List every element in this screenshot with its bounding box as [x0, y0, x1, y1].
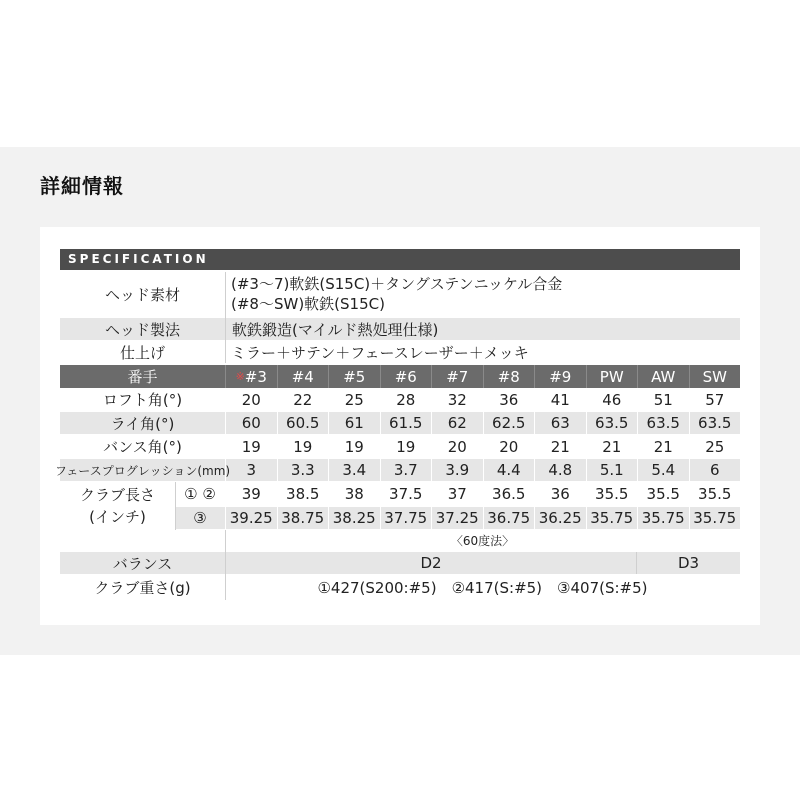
club_length-values2-cell: 39.25 [225, 507, 277, 529]
bounce-label: バンス角(°) [103, 438, 182, 456]
finish-label: 仕上げ [119, 343, 165, 362]
divider-line [225, 530, 226, 600]
row-lie [60, 412, 740, 434]
club_length-values1-cell: 39 [225, 482, 277, 506]
balance-value-d2: D2 [225, 552, 636, 574]
row-numbers [60, 365, 740, 388]
number-cell [380, 365, 432, 388]
club_length-values2-cell: 35.75 [586, 507, 638, 529]
number-cell [637, 365, 689, 388]
lie-cell: 63.5 [637, 412, 689, 434]
lie-cell: 60.5 [277, 412, 329, 434]
head-material-line2: (#8〜SW)軟鉄(S15C) [231, 295, 385, 313]
progression-cell: 3 [225, 459, 277, 481]
bounce-cell: 20 [483, 435, 535, 458]
progression-cell: 3.3 [277, 459, 329, 481]
section-title: 詳細情報 [40, 174, 124, 198]
number-cell [328, 365, 380, 388]
balance-label: バランス [112, 554, 173, 573]
lie-cell: 61 [328, 412, 380, 434]
club_length-values2-cell: 36.25 [534, 507, 586, 529]
club-length-sub2: ③ [193, 509, 207, 527]
club_length-values1-cell: 36 [534, 482, 586, 506]
club_length-values2-cell: 35.75 [689, 507, 741, 529]
number-label: #8 [497, 367, 520, 386]
row-club-length-2 [175, 507, 740, 529]
number-cell [483, 365, 535, 388]
club_length-values2-cell: 36.75 [483, 507, 535, 529]
club_length-values1-cell: 37 [431, 482, 483, 506]
spec-header: SPECIFICATION [60, 249, 740, 270]
loft-cell: 32 [431, 388, 483, 411]
loft-cell: 25 [328, 388, 380, 411]
head-material-value [225, 272, 740, 316]
progression-cell: 4.8 [534, 459, 586, 481]
numbers-label: 番手 [127, 368, 158, 386]
number-cell [689, 365, 741, 388]
bounce-cell: 19 [380, 435, 432, 458]
number-cell [431, 365, 483, 388]
progression-cell: 5.1 [586, 459, 638, 481]
progression-label: フェースプログレッション(mm) [54, 463, 231, 478]
row-bounce [60, 435, 740, 458]
bounce-cell: 19 [328, 435, 380, 458]
lie-cell: 63 [534, 412, 586, 434]
head-method-label: ヘッド製法 [104, 320, 180, 339]
bounce-cell: 20 [431, 435, 483, 458]
row-note [60, 530, 740, 550]
loft-cell: 41 [534, 388, 586, 411]
bounce-cell: 21 [586, 435, 638, 458]
progression-cell: 3.7 [380, 459, 432, 481]
number-label: #5 [343, 367, 366, 386]
loft-cell: 57 [689, 388, 741, 411]
loft-cell: 51 [637, 388, 689, 411]
progression-cell: 5.4 [637, 459, 689, 481]
lie-label: ライ角(°) [110, 414, 175, 433]
number-cell [225, 365, 277, 388]
weight-value: ①427(S200:#5) ②417(S:#5) ③407(S:#5) [317, 579, 648, 597]
number-cell [277, 365, 329, 388]
head-material-label: ヘッド素材 [104, 285, 180, 304]
club_length-values2-cell: 38.25 [328, 507, 380, 529]
number-label: #4 [291, 367, 314, 386]
club_length-values1-cell: 37.5 [380, 482, 432, 506]
head-method-value: 軟鉄鍛造(マイルド熱処理仕様) [225, 318, 740, 340]
lie-cell: 62 [431, 412, 483, 434]
loft-cell: 22 [277, 388, 329, 411]
row-loft [60, 388, 740, 411]
row-head-method [60, 318, 740, 340]
club_length-values2-cell: 37.75 [380, 507, 432, 529]
club_length-values1-cell: 38.5 [277, 482, 329, 506]
number-label: PW [599, 367, 624, 386]
number-label: #6 [394, 367, 417, 386]
bounce-cell: 25 [689, 435, 741, 458]
club_length-values2-cell: 38.75 [277, 507, 329, 529]
club_length-values2-cell: 35.75 [637, 507, 689, 529]
progression-cell: 3.4 [328, 459, 380, 481]
row-finish [60, 341, 740, 363]
lie-cell: 63.5 [586, 412, 638, 434]
progression-cell: 6 [689, 459, 741, 481]
club_length-values1-cell: 36.5 [483, 482, 535, 506]
divider-line [175, 482, 176, 530]
note-mark: ※ [235, 370, 245, 383]
number-cell [586, 365, 638, 388]
number-label: #9 [549, 367, 572, 386]
number-label: AW [651, 367, 676, 386]
club_length-values1-cell: 35.5 [586, 482, 638, 506]
bounce-cell: 21 [637, 435, 689, 458]
progression-cell: 3.9 [431, 459, 483, 481]
lie-cell: 60 [225, 412, 277, 434]
bounce-cell: 21 [534, 435, 586, 458]
club-length-sub1: ① ② [184, 485, 216, 503]
lie-cell: 62.5 [483, 412, 535, 434]
divider-line [225, 272, 226, 363]
club_length-values1-cell: 35.5 [689, 482, 741, 506]
number-label: #3 [244, 367, 267, 386]
bounce-cell: 19 [277, 435, 329, 458]
bounce-cell: 19 [225, 435, 277, 458]
club-length-label-line2: (インチ) [89, 508, 146, 526]
loft-cell: 36 [483, 388, 535, 411]
loft-cell: 20 [225, 388, 277, 411]
progression-cell: 4.4 [483, 459, 535, 481]
number-cell [534, 365, 586, 388]
weight-label: クラブ重さ(g) [94, 579, 191, 597]
loft-label: ロフト角(°) [102, 391, 183, 409]
row-head-material [60, 272, 740, 316]
loft-cell: 46 [586, 388, 638, 411]
lie-cell: 61.5 [380, 412, 432, 434]
loft-cell: 28 [380, 388, 432, 411]
club_length-values1-cell: 35.5 [637, 482, 689, 506]
row-balance [60, 552, 740, 574]
lie-cell: 63.5 [689, 412, 741, 434]
row-weight [60, 576, 740, 599]
finish-value: ミラー＋サテン＋フェースレーザー＋メッキ [231, 343, 529, 362]
length-note: 〈60度法〉 [450, 533, 515, 548]
row-club-length-1 [60, 482, 740, 506]
balance-value-d3: D3 [636, 552, 740, 574]
row-progression [54, 459, 740, 481]
club-length-label-line1: クラブ長さ [79, 486, 155, 504]
head-material-line1: (#3〜7)軟鉄(S15C)＋タングステンニッケル合金 [231, 275, 563, 293]
number-label: #7 [446, 367, 469, 386]
club_length-values2-cell: 37.25 [431, 507, 483, 529]
number-label: SW [702, 367, 727, 386]
club_length-values1-cell: 38 [328, 482, 380, 506]
divider-line [636, 552, 637, 574]
